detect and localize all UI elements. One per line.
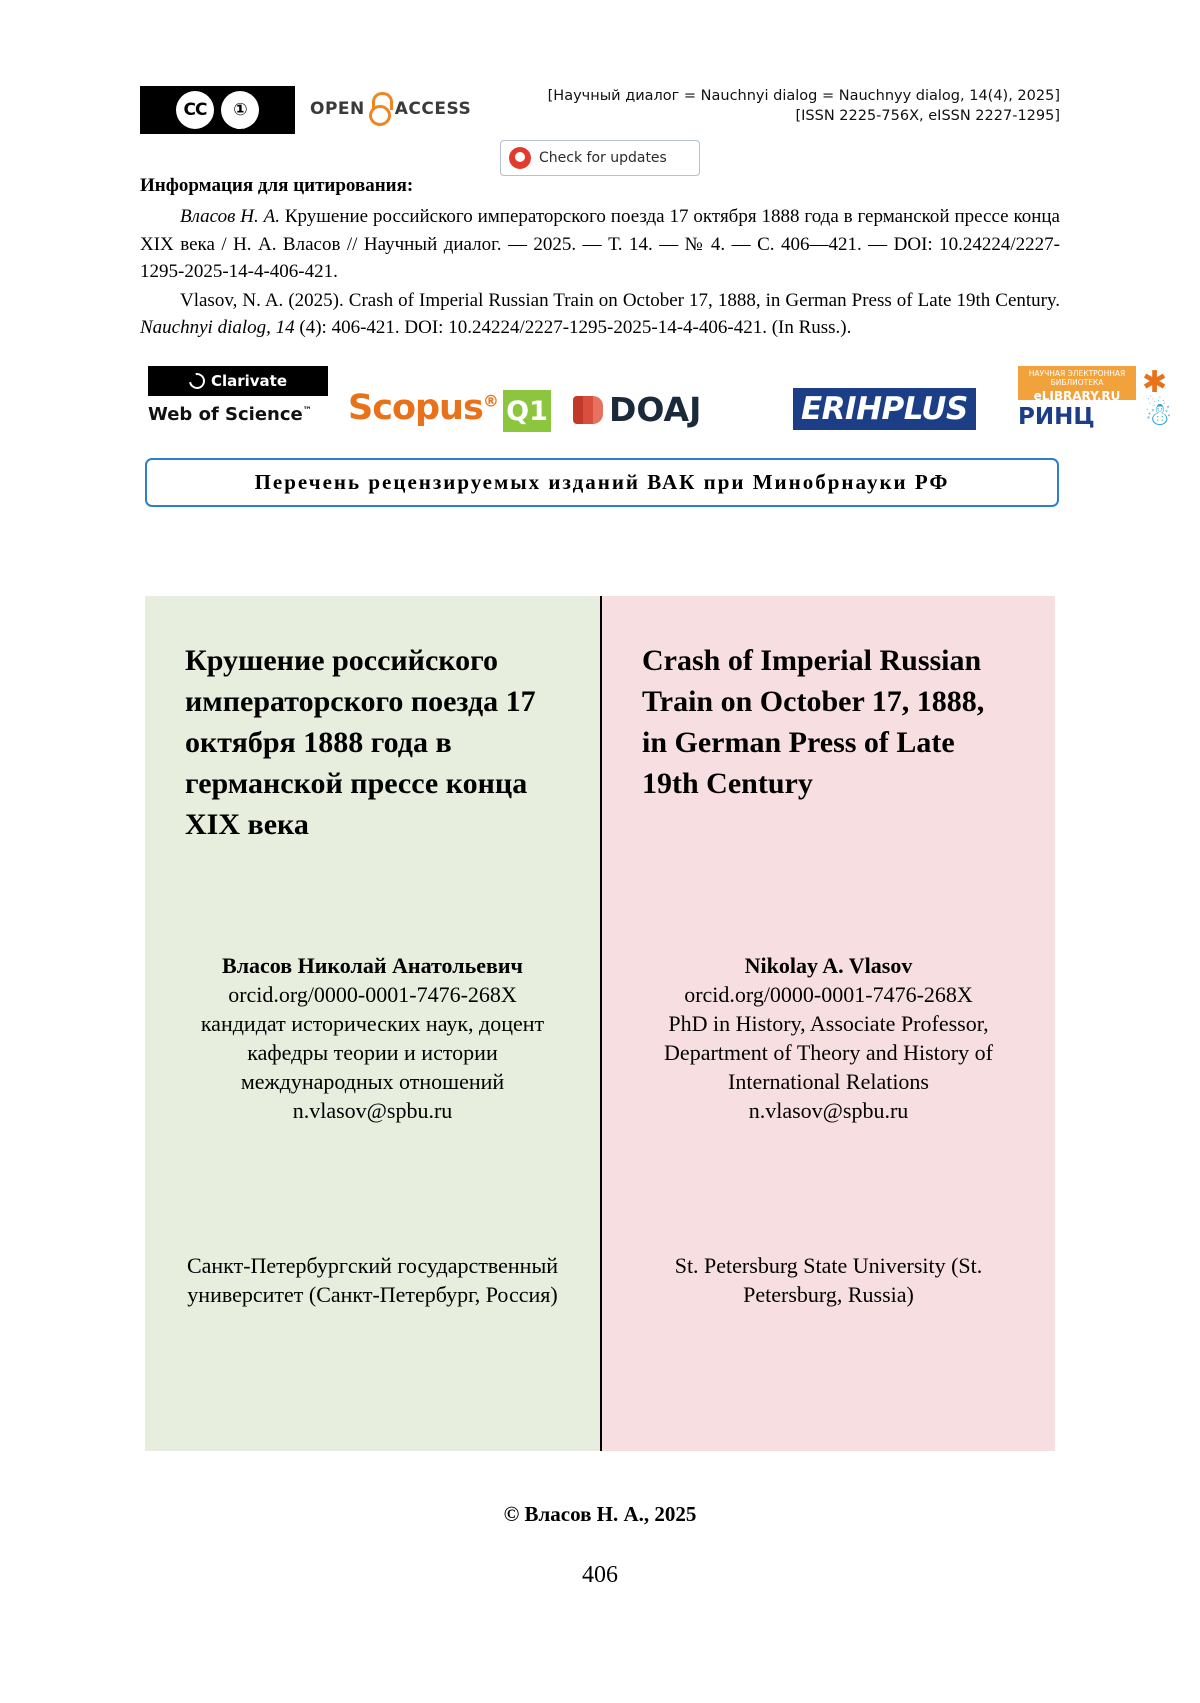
position-russian: кандидат исторических наук, доцент кафедры теории и истории международных отношений bbox=[200, 1011, 545, 1094]
cc-by-person-icon: ① bbox=[221, 91, 259, 129]
cc-icon: CC bbox=[176, 91, 214, 129]
citation-english-part1: Vlasov, N. A. (2025). Crash of Imperial Russian Train on October 17, 1888, in German Press of Late 19th Century. bbox=[180, 289, 1060, 311]
citation-russian-author: Власов Н. А. bbox=[180, 206, 280, 227]
check-for-updates-label: Check for updates bbox=[539, 150, 667, 166]
author-block-russian bbox=[145, 951, 600, 1125]
citation-heading: Информация для цитирования: bbox=[140, 175, 414, 196]
title-russian: Крушение российского императорского поезда 17 октября 1888 года в германской прессе конца XIX века bbox=[185, 644, 536, 841]
open-access-badge bbox=[310, 92, 471, 126]
author-block-english bbox=[602, 951, 1055, 1125]
open-access-label-1: OPEN bbox=[310, 99, 365, 119]
panel-russian bbox=[145, 596, 600, 1451]
citation-block bbox=[140, 203, 1060, 343]
creative-commons-badge bbox=[140, 86, 295, 134]
author-name-english: Nikolay A. Vlasov bbox=[744, 953, 913, 978]
scopus-label: Scopus bbox=[348, 388, 483, 428]
rinc-label: РИНЦ bbox=[1018, 404, 1095, 430]
citation-russian-rest: Крушение российского императорского поезда 17 октября 1888 года в германской прессе конца XIX века / Н. А. Власов // Научный диалог. — 2025. — Т. 14. — № 4. — С. 406—421. — DOI: 10.24224/2227-1295-2025-14-4-406-421. bbox=[140, 206, 1060, 282]
elibrary-label: eLIBRARY.RU bbox=[1033, 389, 1121, 403]
cc-by-label: BY bbox=[236, 122, 247, 131]
crossmark-icon bbox=[509, 147, 531, 169]
clarivate-mark-icon bbox=[186, 370, 208, 392]
citation-english bbox=[140, 287, 1060, 342]
scopus-logo: Scopus® bbox=[348, 388, 498, 428]
citation-russian bbox=[140, 203, 1060, 286]
doaj-logo bbox=[573, 390, 701, 429]
web-of-science-logo: Web of Science™ bbox=[148, 404, 312, 425]
web-of-science-label: Web of Science bbox=[148, 404, 303, 425]
orcid-english[interactable]: orcid.org/0000-0001-7476-268X bbox=[684, 982, 973, 1007]
citation-english-part2: (4): 406-421. DOI: 10.24224/2227-1295-2025-14-4-406-421. (In Russ.). bbox=[294, 317, 852, 338]
check-for-updates-button[interactable] bbox=[500, 140, 700, 176]
journal-identification bbox=[548, 86, 1060, 126]
open-lock-icon bbox=[369, 92, 391, 126]
journal-title-line: [Научный диалог = Nauchnyi dialog = Nauchnyy dialog, 14(4), 2025] bbox=[547, 88, 1060, 104]
journal-issn-line: [ISSN 2225-756X, eISSN 2227-1295] bbox=[795, 108, 1060, 124]
clarivate-label: Clarivate bbox=[210, 372, 288, 390]
email-english[interactable]: n.vlasov@spbu.ru bbox=[748, 1098, 909, 1123]
title-panels bbox=[145, 596, 1055, 1451]
doaj-mark-icon bbox=[573, 396, 603, 424]
affiliation-english: St. Petersburg State University (St. Petersburg, Russia) bbox=[674, 1253, 983, 1307]
panel-english bbox=[600, 596, 1055, 1451]
star-icon: ✱ bbox=[1142, 366, 1168, 399]
indexing-logos bbox=[148, 366, 1173, 436]
elibrary-caption: НАУЧНАЯ ЭЛЕКТРОННАЯ БИБЛИОТЕКА bbox=[1028, 369, 1126, 387]
title-english: Crash of Imperial Russian Train on October 17, 1888, in German Press of Late 19th Century bbox=[642, 644, 985, 800]
elibrary-logo bbox=[1018, 366, 1178, 434]
vak-list-banner: Перечень рецензируемых изданий ВАК при Минобрнауки РФ bbox=[145, 458, 1059, 507]
doaj-label: DOAJ bbox=[609, 390, 702, 429]
affiliation-russian: Санкт-Петербургский государственный университет (Санкт-Петербург, Россия) bbox=[186, 1253, 559, 1307]
elibrary-banner bbox=[1018, 366, 1136, 403]
email-russian[interactable]: n.vlasov@spbu.ru bbox=[292, 1098, 453, 1123]
open-access-label-2: ACCESS bbox=[394, 99, 472, 119]
position-english: PhD in History, Associate Professor, Department of Theory and History of International Relations bbox=[664, 1011, 993, 1094]
person-icon: ☃ bbox=[1144, 396, 1173, 432]
copyright-line: © Власов Н. А., 2025 bbox=[503, 1502, 697, 1526]
citation-english-journal: Nauchnyi dialog, 14 bbox=[140, 317, 295, 338]
erihplus-logo: ERIHPLUS bbox=[793, 388, 976, 430]
page-header bbox=[140, 78, 1060, 148]
clarivate-logo bbox=[148, 366, 328, 396]
quartile-badge: Q1 bbox=[503, 390, 551, 432]
orcid-russian[interactable]: orcid.org/0000-0001-7476-268X bbox=[228, 982, 517, 1007]
page-number: 406 bbox=[582, 1562, 618, 1588]
author-name-russian: Власов Николай Анатольевич bbox=[222, 953, 523, 978]
